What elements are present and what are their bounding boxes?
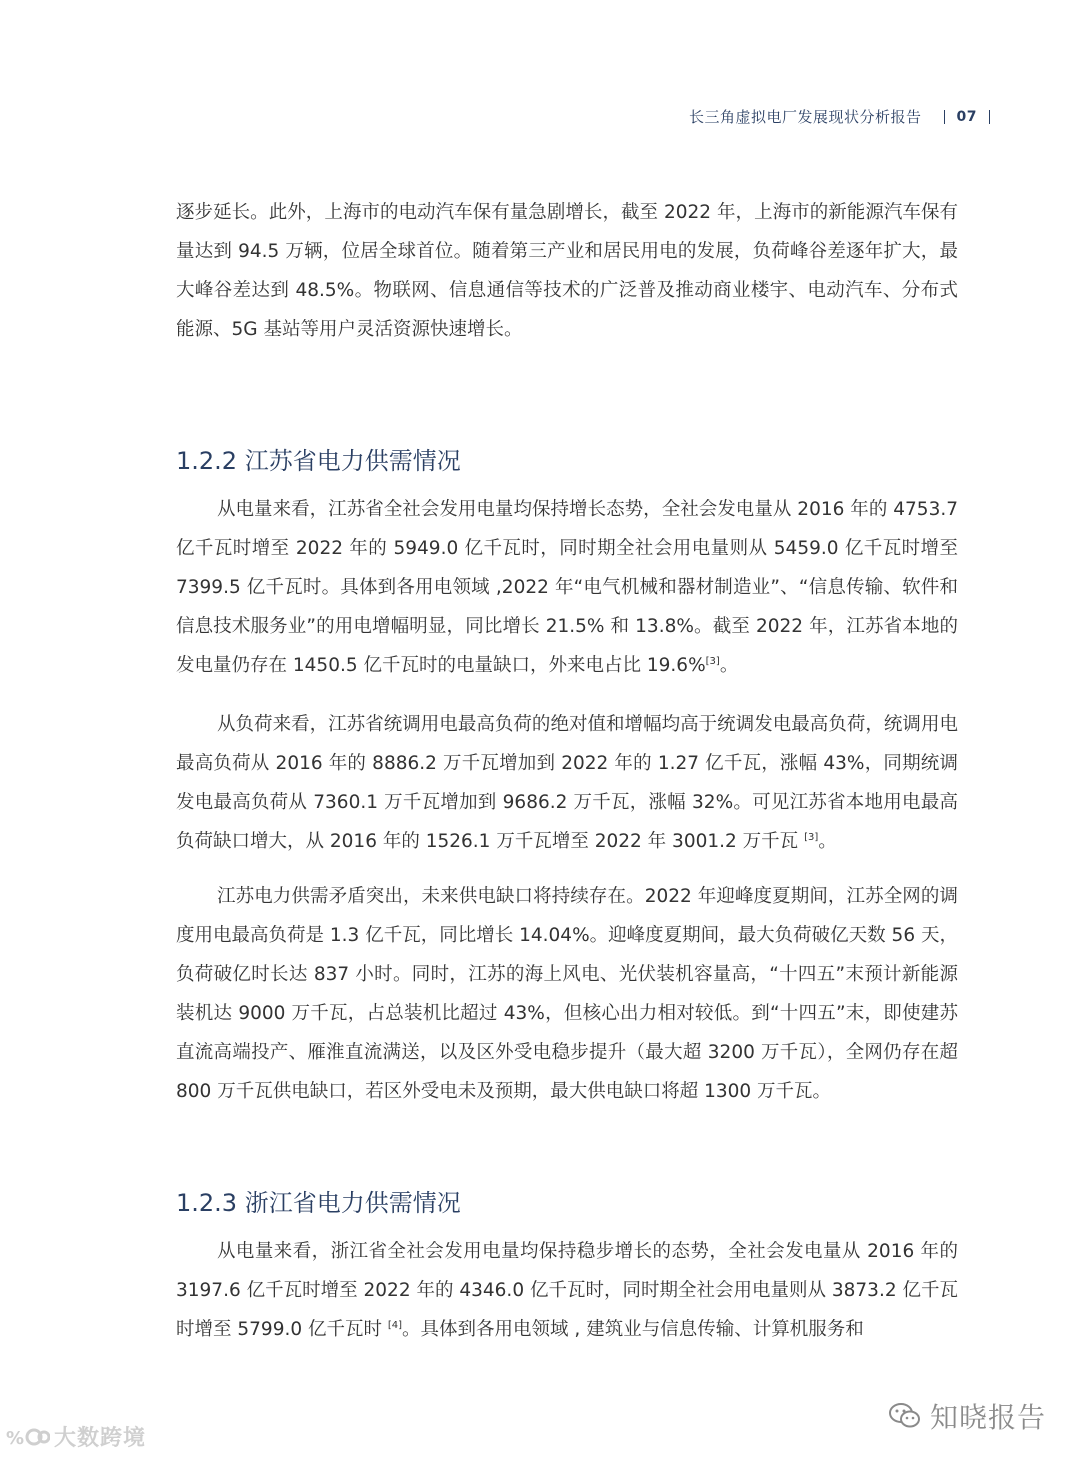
section-heading-zhejiang: 1.2.3 浙江省电力供需情况 [176, 1189, 461, 1217]
citation-ref: [4] [387, 1319, 403, 1331]
paragraph-text: 逐步延长。此外，上海市的电动汽车保有量急剧增长，截至 2022 年，上海市的新能源汽车保有量达到 94.5 万辆，位居全球首位。随着第三产业和居民用电的发展，负荷峰谷差逐年扩大，最大峰谷差达到 48.5%。物联网、信息通信等技术的广泛普及推动商业楼宇、电动汽车、分布式能源、5G 基站等用户灵活资源快速增长。 [176, 202, 958, 340]
citation-ref: [3] [804, 831, 819, 843]
paragraph-text: 。 [719, 655, 739, 676]
wechat-icon [888, 1401, 922, 1431]
citation-ref: [3] [705, 655, 720, 667]
report-title: 长三角虚拟电厂发展现状分析报告 [689, 108, 922, 126]
header-divider [944, 110, 945, 124]
paragraph-text: 从电量来看，浙江省全社会发用电量均保持稳步增长的态势，全社会发电量从 2016 年的 3197.6 亿千瓦时增至 2022 年的 4346.0 亿千瓦时，同时期全社会用电量则从 3873.2 亿千瓦时增至 5799.0 亿千瓦时 [176, 1241, 958, 1340]
paragraph-text: 。具体到各用电领域 , 建筑业与信息传输、计算机服务和 [402, 1319, 864, 1340]
paragraph-text: 。 [818, 831, 837, 852]
svg-text:%: % [6, 1427, 26, 1449]
paragraph-jiangsu-electricity [176, 490, 958, 685]
paragraph-shanghai [176, 193, 958, 349]
paragraph-jiangsu-load [176, 705, 958, 861]
running-header [689, 106, 1002, 127]
dashujing-logo-icon [6, 1424, 50, 1450]
paragraph-jiangsu-gap [176, 877, 958, 1111]
paragraph-text: 从负荷来看，江苏省统调用电最高负荷的绝对值和增幅均高于统调发电最高负荷，统调用电最高负荷从 2016 年的 8886.2 万千瓦增加到 2022 年的 1.27 亿千瓦，涨幅 43%，同期统调发电最高负荷从 7360.1 万千瓦增加到 9686.2 万千瓦，涨幅 32%。可见江苏省本地用电最高负荷缺口增大，从 2016 年的 1526.1 万千瓦增至 2022 年 3001.2 万千瓦 [176, 714, 958, 852]
section-heading-jiangsu: 1.2.2 江苏省电力供需情况 [176, 447, 461, 475]
watermark-dashujing [6, 1421, 146, 1452]
watermark-right-text: 知晓报告 [929, 1401, 1046, 1434]
page-number: 07 [956, 108, 977, 125]
paragraph-text: 江苏电力供需矛盾突出，未来供电缺口将持续存在。2022 年迎峰度夏期间，江苏全网的调度用电最高负荷是 1.3 亿千瓦，同比增长 14.04%。迎峰度夏期间，最大负荷破亿天数 56 天，负荷破亿时长达 837 小时。同时，江苏的海上风电、光伏装机容量高，“十四五”末预计新能源装机达 9000 万千瓦，占总装机比超过 43%，但核心出力相对较低。到“十四五”末，即使建苏直流高端投产、雁淮直流满送，以及区外受电稳步提升（最大超 3200 万千瓦），全网仍存在超 800 万千瓦供电缺口，若区外受电未及预期，最大供电缺口将超 1300 万千瓦。 [176, 886, 958, 1102]
header-divider [989, 110, 990, 124]
paragraph-zhejiang-electricity [176, 1232, 958, 1349]
watermark-left-text: 大数跨境 [54, 1426, 147, 1451]
paragraph-text: 从电量来看，江苏省全社会发用电量均保持增长态势，全社会发电量从 2016 年的 4753.7 亿千瓦时增至 2022 年的 5949.0 亿千瓦时，同时期全社会用电量则从 5459.0 亿千瓦时增至 7399.5 亿千瓦时。具体到各用电领域 ,2022 年“电气机械和器材制造业”、“信息传输、软件和信息技术服务业”的用电增幅明显，同比增长 21.5% 和 13.8%。截至 2022 年，江苏省本地的发电量仍存在 1450.5 亿千瓦时的电量缺口，外来电占比 19.6% [176, 499, 958, 676]
watermark-zhixiao [888, 1396, 1046, 1436]
